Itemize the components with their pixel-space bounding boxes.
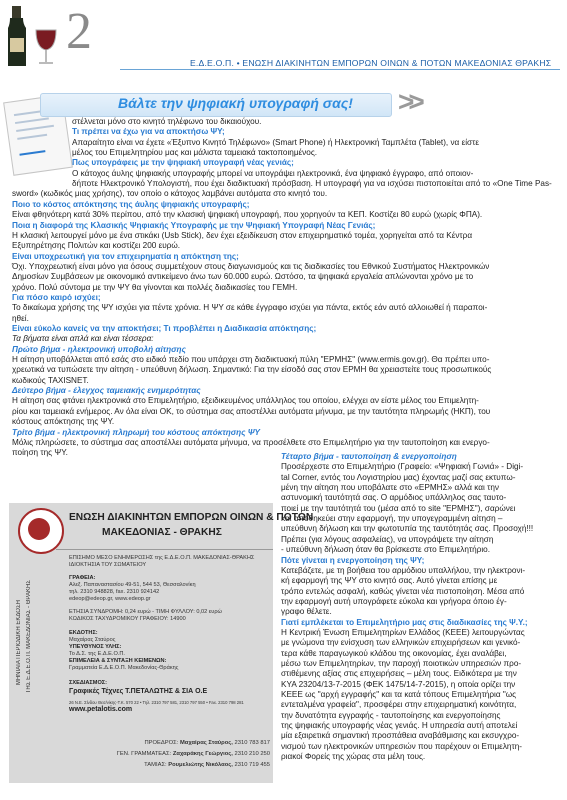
subscription-line: ΕΤΗΣΙΑ ΣΥΝΔΡΟΜΗ: 0,24 ευρώ - ΤΙΜΗ ΦΥΛΛΟΥ: 0,02 ευρώ <box>69 609 222 615</box>
article-text-line: Απαραίτητο είναι να έχετε «Έξυπνο Κινητό Τηλέφωνο» (Smart Phone) ή Ηλεκτρονική Ταμπλέτα (Tablet), να είστε <box>72 137 479 147</box>
article-question: Τι πρέπει να έχω για να αποκτήσω ΨΥ; <box>72 127 225 137</box>
header-title: Ε.Δ.Ε.Ο.Π. • ΕΝΩΣΗ ΔΙΑΚΙΝΗΤΩΝ ΕΜΠΟΡΩΝ ΟΙΝΩΝ & ΠΟΤΩΝ ΜΑΚΕΔΟΝΙΑΣ ΘΡΑΚΗΣ <box>190 58 552 68</box>
article-text-line: δήποτε Ηλεκτρονικό Υπολογιστή, που έχει διαδικτυακή πρόσβαση. Η υπογραφή για να ισχύσει πιστοποιείται από το «One Time Pas- <box>72 179 552 189</box>
article-text-line: Η κλασική λειτουργεί μόνο με ένα στικάκι (Usb Stick), δεν έχει εξειδίκευση στον επιχειρηματικό τομέα, χορηγείται από τα Κέντρα <box>12 230 473 240</box>
article-text-line: ρίου και ταμειακά ενήμερος. Αν όλα είναι ΟΚ, το σύστημα σας αποστέλλει αυτόματα μήνυμα, με την ταυτότητα πληρωμής (ΗΚΠ), του <box>12 406 491 416</box>
credit-role: ΠΡΟΕΔΡΟΣ: <box>144 740 180 746</box>
right-column-text-line: εντεταλμένα γραφεία", προσφέρει στην επιχειρηματική κοινότητα, <box>281 700 517 710</box>
article-question: Για πόσο καιρό ισχύει; <box>12 292 101 302</box>
double-chevron-icon: >> <box>398 86 419 117</box>
article-question: Είναι εύκολο κανείς να την αποκτήσει; Τι προβλέπει η Διαδικασία απόκτησης; <box>12 324 317 333</box>
article-question: Ποιο το κόστος απόκτησης της άυλης ψηφιακής υπογραφής; <box>12 199 250 209</box>
right-column-text-line: Η Κεντρική Ένωση Επιμελητηρίων Ελλάδος (ΚΕΕΕ) λειτουργώντας <box>281 627 525 637</box>
masthead-vertical-text-1: ΜΗΝΙΑΙΑ ΠΕΡΙΟΔΙΚΗ ΕΚΔΟΣΗ <box>16 600 22 686</box>
design-label: ΣΧΕΔΙΑΣΜΟΣ: <box>69 680 108 686</box>
office-email: edeop@edeop.gr, www.edeop.gr <box>69 596 151 602</box>
right-column-text-line: μέσω των Επιμελητηρίων, την παροχή ποιοτικών υπηρεσιών προ- <box>281 659 522 668</box>
article-question: Τρίτο βήμα - ηλεκτρονική πληρωμή του κόστους απόκτησης ΨΥ <box>12 427 261 437</box>
right-column-text-line: ΚΥΑ 23204/13-7-2015 (ΦΕΚ 1475/14-7-2015), η οποία ορίζει την <box>281 679 516 689</box>
article-text-line: χρεωτικά να τυπώσετε την αίτηση - υπεύθυνη δήλωση. Σημαντικό: Για την είσοδό σας στον ΕΡΜΗ θα χρειαστείτε τους προσωπικούς <box>12 365 492 375</box>
right-column-text-line: τερα κάθε παραγωγικού κλάδου της οικονομίας, έχει αναλάβει, <box>281 648 507 658</box>
right-column-text-line: της ψηφιακής υπογραφής νέας γενιάς. Η υπηρεσία αυτή αποτελεί <box>281 721 518 731</box>
editing-label: ΕΠΙΜΕΛΕΙΑ & ΣΥΝΤΑΞΗ ΚΕΙΜΕΝΩΝ: <box>69 658 167 664</box>
right-column-text-line: γραφο θέλετε. <box>281 607 332 617</box>
article-question: Δεύτερο βήμα - έλεγχος ταμειακής ενημερότητας <box>12 386 201 396</box>
responsible-name: Το Δ.Σ. της Ε.Δ.Ε.Ο.Π. <box>69 651 125 657</box>
office-phone: τηλ. 2310 948828, fax. 2310 924142 <box>69 589 160 595</box>
right-column-question: Γιατί εμπλέκεται το Επιμελητήριο μας στις διαδικασίες της Ψ.Υ.; <box>281 617 528 627</box>
right-column-text-line: μένη την αίτηση που υποβάλατε στο «ΕΡΜΗΣ» αλλά και την <box>281 483 499 493</box>
right-column-text-line: ριακοί Φορείς της χώρας στα μέλη τους. <box>281 752 426 762</box>
publisher-name: Μαχαίρας Σταύρος <box>69 637 116 643</box>
article-text-line: Ο κάτοχος άυλης ψηφιακής υπογραφής μπορεί να υπογράψει ηλεκτρονικά, ένα ψηφιακό έγγραφο, από οποιον- <box>72 168 474 178</box>
right-column-text-line: αστυνομική ταυτότητά σας. Ο αρμόδιος υπάλληλος σας ταυτο- <box>281 493 507 503</box>
responsible-label: ΥΠΕΥΘΥΝΟΣ ΥΛΗΣ: <box>69 644 122 650</box>
article-text-line: sword» (κωδικός μιας χρήσης), τον οποίο ο κάτοχος λαμβάνει αυτόματα στο κινητό του. <box>12 189 328 199</box>
article-text-line: κόστους απόκτησης της ΨΥ. <box>12 417 115 427</box>
article-question: Πρώτο βήμα - ηλεκτρονική υποβολή αίτησης <box>12 344 186 354</box>
editing-name: Γραμματεία Ε.Δ.Ε.Ο.Π. Μακεδονίας-Θράκης <box>69 665 179 671</box>
org-title-line-2: ΜΑΚΕΔΟΝΙΑΣ - ΘΡΑΚΗΣ <box>102 527 222 538</box>
official-line-2: ΙΔΙΟΚΤΗΣΙΑ ΤΟΥ ΣΩΜΑΤΕΙΟΥ <box>69 562 147 568</box>
article-text-line: Είναι φθηνότερη κατά 30% περίπου, από την κλασική ψηφιακή υπογραφή, που χορηγούν τα ΚΕΠ. Κοστίζει 80 ευρώ (χωρίς ΦΠΑ). <box>12 210 483 220</box>
org-title-line-1: ΕΝΩΣΗ ΔΙΑΚΙΝΗΤΩΝ ΕΜΠΟΡΩΝ ΟΙΝΩΝ & ΠΟΤΩΝ <box>69 512 314 523</box>
header-divider <box>120 69 560 70</box>
article-question: Ποια η διαφορά της Κλασικής Ψηφιακής Υπογραφής με την Ψηφιακή Υπογραφή Νέας Γενιάς; <box>12 220 376 230</box>
right-column-text-line: και αποθηκεύει στην εφαρμογή, την υπογεγραμμένη αίτηση – <box>281 514 503 524</box>
right-column-text-line: με γνώμονα την ενίσχυση των ελληνικών επιχειρήσεων και γενικό- <box>281 638 521 648</box>
design-company: Γραφικές Τέχνες Τ.ΠΕΤΑΛΩΤΗΣ & ΣΙΑ Ο.Ε <box>69 688 208 695</box>
right-column-text-line: νισμού των ηλεκτρονικών υπηρεσιών που παρέχουν οι Επιμελητη- <box>281 741 522 751</box>
article-text-line: χρόνο. Πολύ σύντομα με την ΨΥ θα γίνονται και πολλές διαδικασίες του ΓΕΜΗ. <box>12 282 298 292</box>
office-address: Αλεξ. Παπαναστασίου 49-51, 544 53, Θεσσαλονίκη <box>69 582 196 588</box>
right-column-text-line: ποιεί με την ταυτότητά του (μέσα από το site "ΕΡΜΗΣ"), σαρώνει <box>281 503 516 513</box>
office-label: ΓΡΑΦΕΙΑ: <box>69 575 96 581</box>
credit-role: ΤΑΜΙΑΣ: <box>144 762 169 768</box>
right-column-text-line: ΚΕΕΕ ως "αρχή εγγραφής" και τα κατά τόπους Επιμελητήρια "ως <box>281 690 517 700</box>
article-text-line: Εξυπηρέτησης Πολιτών και κοστίζει 200 ευρώ. <box>12 241 181 251</box>
credit-phone: 2310 719 455 <box>234 762 270 768</box>
article-text-line: Όχι. Υποχρεωτική είναι μόνο για όσους συμμετέχουν στους διαγωνισμούς και τις διαδικασίες του Εθνικού Συστήματος Ηλεκτρονικών <box>12 261 490 271</box>
logo-emblem <box>28 518 50 540</box>
right-column-text-line: μία εξαιρετικά σημαντική προσπάθεια αναβάθμισης και εκσυγχρο- <box>281 731 520 741</box>
page-number: 2 <box>66 3 92 60</box>
right-column-text-line: tal Corner, εντός του Λογιστηρίου μας) έχοντας μαζί σας εκτυπω- <box>281 472 516 482</box>
right-column-text-line: Πρέπει (για λόγους ασφαλείας), να υπογράψετε την αίτηση <box>281 534 494 544</box>
banner-title: Βάλτε την ψηφιακή υπογραφή σας! <box>118 95 353 111</box>
right-column-text-line: Προσέρχεστε στο Επιμελητήριο (Γραφείο: «Ψηφιακή Γωνιά» - Digi- <box>281 462 524 472</box>
design-website-text: www.petalotis.com <box>69 706 133 713</box>
credit-line <box>100 751 270 757</box>
article-question: Πως υπογράφεις με την ψηφιακή υπογραφή νέας γενιάς; <box>72 158 294 168</box>
wine-bottle-glass-image <box>6 2 64 68</box>
credit-line <box>100 740 270 746</box>
article-text-line: ηθεί. <box>12 313 29 323</box>
credit-role: ΓΕΝ. ΓΡΑΜΜΑΤΕΑΣ: <box>116 751 173 757</box>
credit-name: Ζαχαράκης Γεώργιος, <box>172 751 235 757</box>
right-column-question: Πότε γίνεται η ενεργοποίηση της ΨΥ; <box>281 555 425 565</box>
article-text-line: κωδικούς TAXISNET. <box>12 375 89 385</box>
right-column-question: Τέταρτο βήμα - ταυτοποίηση & ενεργοποίηση <box>281 452 457 461</box>
credit-name: Μαχαίρας Σταύρος, <box>179 740 235 746</box>
article-text-line: ποίηση της ΨΥ. <box>12 448 68 458</box>
article-question: Είναι υποχρεωτική για τον επιχειρηματία η απόκτηση της; <box>12 251 239 261</box>
article-text-line: Τα βήματα είναι απλά και είναι τέσσερα: <box>12 334 154 344</box>
right-column-text-line: - υπεύθυνη δήλωση όταν θα βρίσκεστε στο Επιμελητήριο. <box>281 545 491 555</box>
article-text-line: Μόλις πληρώσετε, το σύστημα σας αποστέλλει αυτόματα μήνυμα, να προσέλθετε στο Επιμελητήριο για την ταυτοποίηση και ενεργο- <box>12 437 490 447</box>
design-website <box>69 706 132 713</box>
design-contact: 26 Ν.Ε. Σίνδου Θεσ/νίκης-Τ.Κ. 570 22 • Τηλ. 2310 797 581, 2310 797 550 • Fax. 2310 798 281 <box>69 700 244 705</box>
right-column-text-line: Κατεβάζετε, με τη βοήθεια του αρμόδιου υπαλλήλου, την ηλεκτρονι- <box>281 565 526 575</box>
credit-name: Ρουμελιώτης Νικόλαος, <box>168 762 235 768</box>
article-text-line: Το δικαίωμα χρήσης της ΨΥ ισχύει για πέντε χρόνια. Η ΨΥ σε κάθε έγγραφο ισχύει για πάντα, εκτός εάν αυτό αλλοιωθεί ή παραποι- <box>12 303 488 313</box>
masthead-divider <box>56 549 273 550</box>
publisher-label: ΕΚΔΟΤΗΣ: <box>69 630 98 636</box>
article-text-line: μέλος του Επιμελητηρίου μας και μάλιστα ταμειακά τακτοποιημένος. <box>72 148 318 158</box>
right-column-text-line: την δυνατότητα εγγραφής - ταυτοποίησης και ενεργοποίησης <box>281 710 501 720</box>
right-column-text-line: τρόπο εντελώς ασφαλή, καθώς γίνεται νέα πιστοποίηση. Μέσα από <box>281 586 525 596</box>
right-column-text-line: στιθέμενης αξίας στις επιχειρήσεις – μέλη τους. Ειδικότερα με την <box>281 669 517 679</box>
postal-code-line: ΚΩΔΙΚΟΣ ΤΑΧΥΔΡΟΜΙΚΟΥ ΓΡΑΦΕΙΟΥ: 14900 <box>69 616 186 622</box>
credit-phone: 2310 210 250 <box>234 751 270 757</box>
article-text-line: στέλνεται μόνο στο κινητό τηλέφωνο του δικαιούχου. <box>72 117 262 126</box>
article-text-line: Δημοσίων Συμβάσεων με οικονομικό αντικείμενο άνω των 60.000 ευρώ. Ωστόσο, τα ψηφιακά εργαλεία απλώνονται χρόνο με το <box>12 272 474 282</box>
masthead-vertical-text-2: ΤΗΣ Ε.Δ.Ε.Ο.Π. ΜΑΚΕΔΟΝΙΑΣ - ΘΡΑΚΗΣ <box>26 580 32 694</box>
right-column-text-line: την εφαρμογή αυτή υπογράφετε εύκολα και γρήγορα όποιο έγ- <box>281 596 507 606</box>
right-column-text-line: υπεύθυνη δήλωση και την φωτοτυπία της ταυτότητάς σας. Προσοχή!!! <box>281 524 534 534</box>
right-column-text-line: κή εφαρμογή της ΨΥ στο κινητό σας. Αυτό γίνεται επίσης με <box>281 576 498 586</box>
official-line-1: ΕΠΙΣΗΜΟ ΜΕΣΟ ΕΝΗΜΕΡΩΣΗΣ της Ε.Δ.Ε.Ο.Π. ΜΑΚΕΔΟΝΙΑΣ-ΘΡΑΚΗΣ <box>69 555 255 561</box>
article-text-line: Η αίτηση υποβάλλεται από εσάς στο ειδικό πεδίο που υπάρχει στη διαδικτυακή πύλη "ΕΡΜΗΣ" (www.ermis.gov.gr). Θα πρέπει υπο- <box>12 355 490 365</box>
credit-phone: 2310 783 817 <box>234 740 270 746</box>
credit-line <box>100 762 270 768</box>
article-text-line: Η αίτηση σας φτάνει ηλεκτρονικά στο Επιμελητήριο, εξειδικευμένος υπάλληλος του οποίου, ελέγχει αν είστε μέλος του Επιμελητη- <box>12 396 479 406</box>
